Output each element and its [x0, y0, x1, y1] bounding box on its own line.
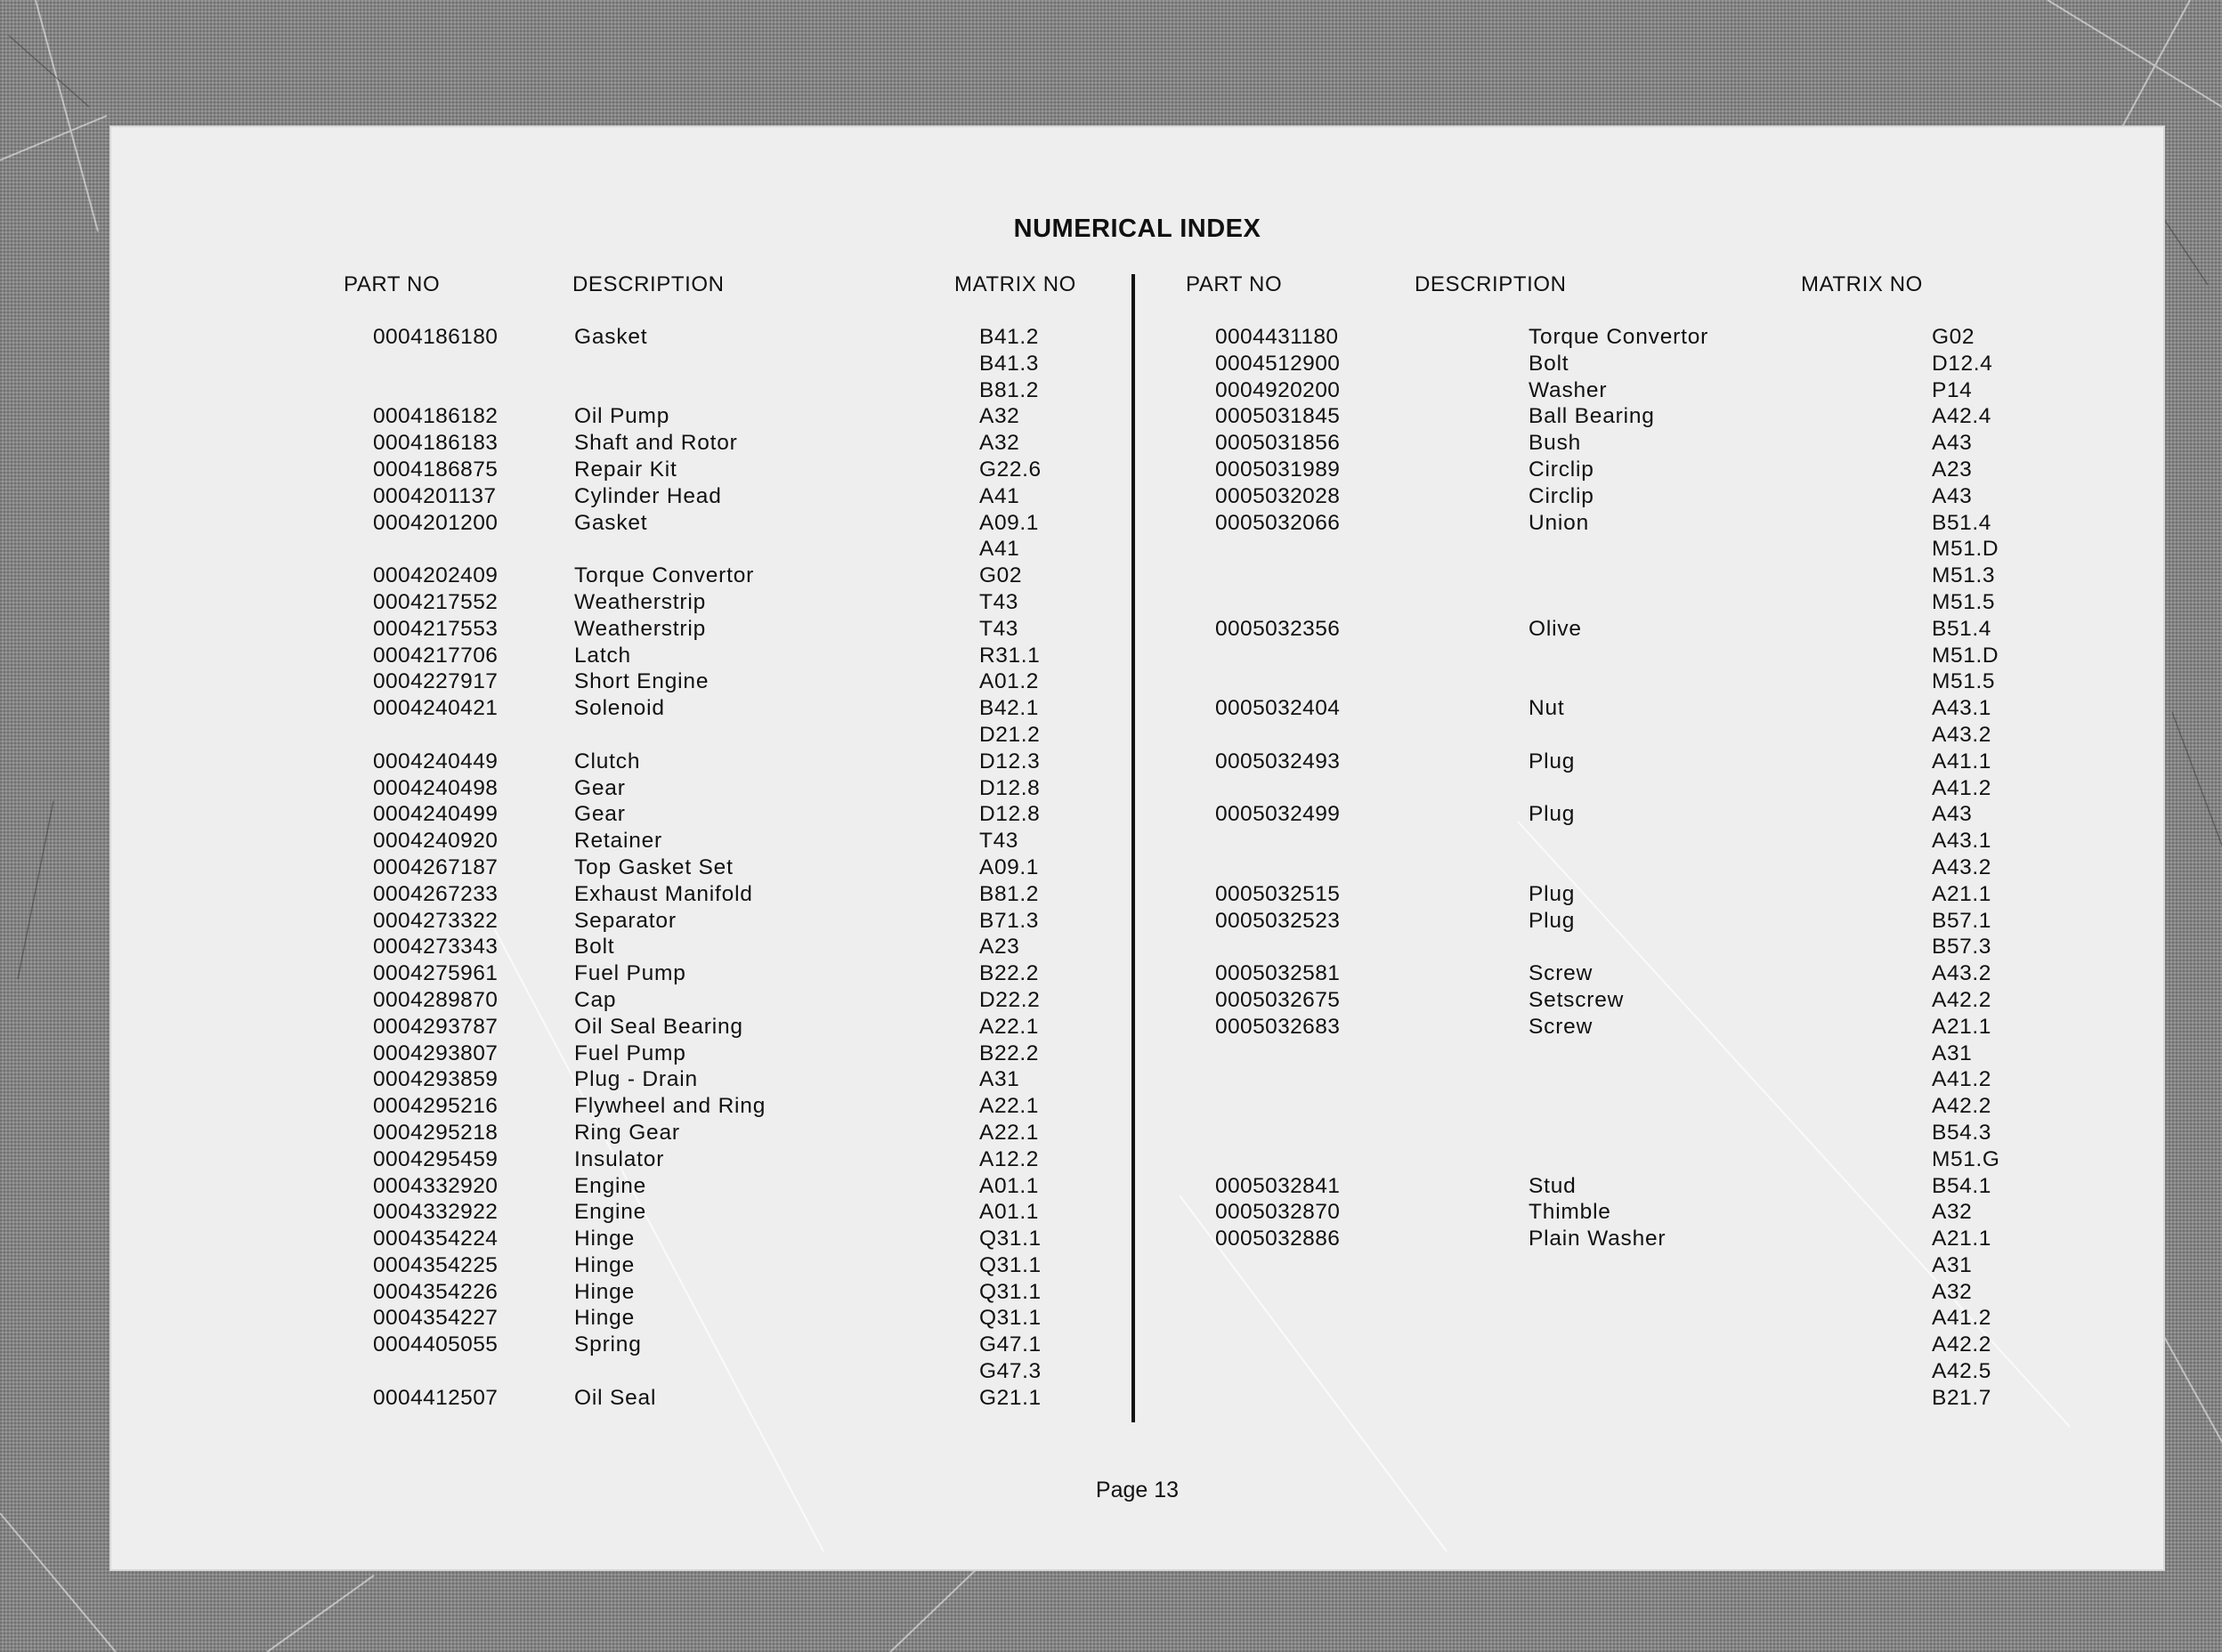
part-number: 0005031856 — [1215, 431, 1341, 456]
matrix-number: A41 — [979, 483, 1020, 508]
matrix-number: T43 — [979, 616, 1019, 641]
part-number: 0004295459 — [373, 1146, 499, 1171]
description: Oil Pump — [574, 404, 670, 429]
description: Fuel Pump — [574, 1041, 686, 1065]
part-number: 0004332922 — [373, 1200, 499, 1225]
matrix-number: A42.2 — [1932, 1094, 1992, 1119]
description: Gasket — [574, 510, 648, 535]
table-row — [111, 616, 1126, 643]
description: Circlip — [1529, 457, 1594, 482]
table-row — [1135, 377, 2159, 404]
description: Bolt — [1529, 351, 1569, 376]
matrix-number: D12.4 — [1932, 351, 1993, 376]
table-row — [1135, 1358, 2159, 1385]
table-row — [111, 828, 1126, 854]
part-number: 0004217553 — [373, 616, 499, 641]
table-row — [111, 1252, 1126, 1279]
part-number: 0005031989 — [1215, 457, 1341, 482]
table-row — [111, 775, 1126, 802]
matrix-number: A21.1 — [1932, 1227, 1992, 1251]
table-row — [1135, 1199, 2159, 1226]
part-number: 0004354227 — [373, 1306, 499, 1331]
table-row — [111, 881, 1126, 908]
table-row — [1135, 483, 2159, 510]
part-number: 0004217552 — [373, 589, 499, 614]
description: Screw — [1529, 1014, 1594, 1039]
table-row — [1135, 1332, 2159, 1358]
table-row — [111, 483, 1126, 510]
part-number: 0005032404 — [1215, 696, 1341, 721]
table-row — [1135, 854, 2159, 881]
description: Gasket — [574, 325, 648, 349]
matrix-number: B81.2 — [979, 881, 1040, 906]
part-number: 0004293859 — [373, 1067, 499, 1092]
description: Engine — [574, 1200, 647, 1225]
matrix-number: Q31.1 — [979, 1227, 1042, 1251]
part-number: 0004267233 — [373, 881, 499, 906]
description: Hinge — [574, 1252, 636, 1277]
description: Ring Gear — [574, 1120, 680, 1145]
part-number: 0004186875 — [373, 457, 499, 482]
right-index-table — [1135, 324, 2159, 1412]
part-number: 0004227917 — [373, 669, 499, 694]
description: Top Gasket Set — [574, 854, 734, 879]
table-row — [1135, 1014, 2159, 1041]
table-row — [1135, 324, 2159, 351]
table-row — [1135, 934, 2159, 960]
part-number: 0004186183 — [373, 431, 499, 456]
table-row — [111, 934, 1126, 960]
description: Torque Convertor — [1529, 325, 1709, 349]
matrix-number: A43 — [1932, 802, 1973, 827]
matrix-number: A32 — [979, 404, 1020, 429]
matrix-number: A41.2 — [1932, 1306, 1992, 1331]
part-number: 0005032581 — [1215, 961, 1341, 986]
table-row — [111, 668, 1126, 695]
table-row — [111, 589, 1126, 616]
table-row — [111, 643, 1126, 669]
description: Weatherstrip — [574, 616, 707, 641]
description: Gear — [574, 775, 626, 800]
left-header-matrix-no: MATRIX NO — [954, 272, 1076, 296]
table-row — [1135, 1226, 2159, 1252]
part-number: 0005032499 — [1215, 802, 1341, 827]
matrix-number: A22.1 — [979, 1120, 1040, 1145]
right-header-part-no: PART NO — [1186, 272, 1283, 296]
table-row — [1135, 351, 2159, 377]
table-row — [1135, 563, 2159, 589]
matrix-number: A41.2 — [1932, 775, 1992, 800]
matrix-number: A12.2 — [979, 1146, 1040, 1171]
table-row — [1135, 1120, 2159, 1146]
matrix-number: B57.3 — [1932, 935, 1992, 960]
description: Washer — [1529, 377, 1608, 402]
description: Short Engine — [574, 669, 710, 694]
table-row — [111, 1014, 1126, 1041]
part-number: 0004217706 — [373, 643, 499, 668]
table-row — [1135, 589, 2159, 616]
part-number: 0004186180 — [373, 325, 499, 349]
table-row — [111, 377, 1126, 404]
part-number: 0004201137 — [373, 483, 497, 508]
description: Gear — [574, 802, 626, 827]
table-row — [111, 1199, 1126, 1226]
matrix-number: D12.8 — [979, 802, 1041, 827]
matrix-number: A32 — [1932, 1200, 1973, 1225]
description: Union — [1529, 510, 1590, 535]
part-number: 0004332920 — [373, 1173, 499, 1198]
description: Circlip — [1529, 483, 1594, 508]
matrix-number: A32 — [1932, 1279, 1973, 1304]
table-row — [1135, 1146, 2159, 1173]
matrix-number: B21.7 — [1932, 1385, 1992, 1410]
table-row — [111, 987, 1126, 1014]
part-number: 0004273322 — [373, 908, 499, 933]
part-number: 0005032886 — [1215, 1227, 1341, 1251]
matrix-number: D21.2 — [979, 722, 1041, 747]
part-number: 0005032356 — [1215, 616, 1341, 641]
table-row — [1135, 510, 2159, 537]
table-row — [111, 908, 1126, 935]
description: Spring — [574, 1332, 642, 1357]
part-number: 0004240499 — [373, 802, 499, 827]
description: Stud — [1529, 1173, 1577, 1198]
matrix-number: B71.3 — [979, 908, 1040, 933]
description: Solenoid — [574, 696, 665, 721]
matrix-number: M51.D — [1932, 643, 1999, 668]
part-number: 0005032493 — [1215, 749, 1341, 773]
table-row — [1135, 1279, 2159, 1306]
matrix-number: T43 — [979, 589, 1019, 614]
table-row — [1135, 536, 2159, 563]
matrix-number: B54.3 — [1932, 1120, 1992, 1145]
matrix-number: B51.4 — [1932, 616, 1992, 641]
matrix-number: A41.2 — [1932, 1067, 1992, 1092]
table-row — [1135, 643, 2159, 669]
description: Retainer — [574, 829, 663, 854]
table-row — [111, 1146, 1126, 1173]
matrix-number: A32 — [979, 431, 1020, 456]
matrix-number: G47.3 — [979, 1359, 1042, 1384]
part-number: 0005032515 — [1215, 881, 1341, 906]
matrix-number: T43 — [979, 829, 1019, 854]
part-number: 0005032028 — [1215, 483, 1341, 508]
table-row — [111, 1093, 1126, 1120]
description: Torque Convertor — [574, 563, 755, 588]
matrix-number: B22.2 — [979, 1041, 1040, 1065]
matrix-number: A01.1 — [979, 1200, 1040, 1225]
description: Insulator — [574, 1146, 665, 1171]
description: Plug — [1529, 749, 1576, 773]
part-number: 0004354226 — [373, 1279, 499, 1304]
index-page — [111, 127, 2163, 1569]
matrix-number: A43.2 — [1932, 722, 1992, 747]
page-title: NUMERICAL INDEX — [1013, 215, 1261, 243]
matrix-number: A23 — [1932, 457, 1973, 482]
description: Setscrew — [1529, 987, 1625, 1012]
matrix-number: A21.1 — [1932, 881, 1992, 906]
matrix-number: B81.2 — [979, 377, 1040, 402]
matrix-number: A43.1 — [1932, 829, 1992, 854]
left-header-part-no: PART NO — [344, 272, 441, 296]
table-row — [1135, 403, 2159, 430]
table-row — [1135, 616, 2159, 643]
matrix-number: B42.1 — [979, 696, 1040, 721]
part-number: 0004186182 — [373, 404, 499, 429]
description: Hinge — [574, 1306, 636, 1331]
description: Exhaust Manifold — [574, 881, 753, 906]
description: Repair Kit — [574, 457, 677, 482]
part-number: 0004240449 — [373, 749, 499, 773]
matrix-number: Q31.1 — [979, 1306, 1042, 1331]
matrix-number: B22.2 — [979, 961, 1040, 986]
matrix-number: A22.1 — [979, 1094, 1040, 1119]
table-row — [1135, 695, 2159, 722]
matrix-number: B57.1 — [1932, 908, 1992, 933]
matrix-number: M51.G — [1932, 1146, 2000, 1171]
table-row — [1135, 668, 2159, 695]
description: Hinge — [574, 1227, 636, 1251]
table-row — [111, 457, 1126, 483]
description: Oil Seal Bearing — [574, 1014, 743, 1039]
description: Screw — [1529, 961, 1594, 986]
matrix-number: G02 — [979, 563, 1023, 588]
table-row — [1135, 722, 2159, 749]
table-row — [111, 1332, 1126, 1358]
matrix-number: G47.1 — [979, 1332, 1042, 1357]
part-number: 0005032675 — [1215, 987, 1341, 1012]
table-row — [1135, 1305, 2159, 1332]
table-row — [111, 1358, 1126, 1385]
part-number: 0004354224 — [373, 1227, 499, 1251]
page-number: Page 13 — [1095, 1478, 1180, 1502]
table-row — [111, 722, 1126, 749]
matrix-number: R31.1 — [979, 643, 1041, 668]
description: Ball Bearing — [1529, 404, 1655, 429]
table-row — [111, 351, 1126, 377]
matrix-number: A43.2 — [1932, 961, 1992, 986]
left-index-table — [111, 324, 1126, 1412]
matrix-number: Q31.1 — [979, 1252, 1042, 1277]
right-header-description: DESCRIPTION — [1415, 272, 1567, 296]
matrix-number: D22.2 — [979, 987, 1041, 1012]
description: Plain Washer — [1529, 1227, 1666, 1251]
matrix-number: M51.5 — [1932, 589, 1996, 614]
matrix-number: A01.1 — [979, 1173, 1040, 1198]
table-row — [111, 324, 1126, 351]
matrix-number: A09.1 — [979, 510, 1040, 535]
part-number: 0004273343 — [373, 935, 499, 960]
table-row — [1135, 1066, 2159, 1093]
matrix-number: B51.4 — [1932, 510, 1992, 535]
part-number: 0005032066 — [1215, 510, 1341, 535]
matrix-number: A42.4 — [1932, 404, 1992, 429]
part-number: 0004431180 — [1215, 325, 1339, 349]
matrix-number: A23 — [979, 935, 1020, 960]
table-row — [111, 1173, 1126, 1200]
matrix-number: M51.D — [1932, 537, 1999, 562]
right-header-matrix-no: MATRIX NO — [1801, 272, 1923, 296]
matrix-number: A31 — [1932, 1252, 1973, 1277]
table-row — [1135, 1173, 2159, 1200]
part-number: 0004267187 — [373, 854, 499, 879]
part-number: 0004293807 — [373, 1041, 499, 1065]
table-row — [111, 1066, 1126, 1093]
description: Flywheel and Ring — [574, 1094, 766, 1119]
description: Engine — [574, 1173, 647, 1198]
table-row — [111, 749, 1126, 775]
table-row — [111, 801, 1126, 828]
table-row — [111, 1385, 1126, 1412]
matrix-number: G02 — [1932, 325, 1975, 349]
description: Hinge — [574, 1279, 636, 1304]
table-row — [1135, 908, 2159, 935]
description: Plug — [1529, 881, 1576, 906]
table-row — [111, 1279, 1126, 1306]
table-row — [1135, 1385, 2159, 1412]
part-number: 0005032683 — [1215, 1014, 1341, 1039]
table-row — [111, 854, 1126, 881]
matrix-number: A43 — [1932, 431, 1973, 456]
table-row — [111, 403, 1126, 430]
part-number: 0004240421 — [373, 696, 499, 721]
part-number: 0004295216 — [373, 1094, 499, 1119]
part-number: 0004512900 — [1215, 351, 1341, 376]
table-row — [1135, 1252, 2159, 1279]
table-row — [111, 563, 1126, 589]
matrix-number: A31 — [979, 1067, 1020, 1092]
matrix-number: A43.1 — [1932, 696, 1992, 721]
matrix-number: A41.1 — [1932, 749, 1992, 773]
part-number: 0004201200 — [373, 510, 499, 535]
description: Latch — [574, 643, 631, 668]
matrix-number: D12.3 — [979, 749, 1041, 773]
matrix-number: A21.1 — [1932, 1014, 1992, 1039]
description: Cylinder Head — [574, 483, 722, 508]
table-row — [111, 695, 1126, 722]
table-row — [1135, 1093, 2159, 1120]
table-row — [1135, 457, 2159, 483]
part-number: 0004412507 — [373, 1385, 499, 1410]
description: Nut — [1529, 696, 1565, 721]
description: Plug — [1529, 908, 1576, 933]
part-number: 0004295218 — [373, 1120, 499, 1145]
description: Olive — [1529, 616, 1582, 641]
part-number: 0004289870 — [373, 987, 499, 1012]
part-number: 0004405055 — [373, 1332, 499, 1357]
table-row — [1135, 775, 2159, 802]
matrix-number: M51.5 — [1932, 669, 1996, 694]
part-number: 0004354225 — [373, 1252, 499, 1277]
table-row — [1135, 828, 2159, 854]
matrix-number: D12.8 — [979, 775, 1041, 800]
matrix-number: B54.1 — [1932, 1173, 1992, 1198]
left-header-description: DESCRIPTION — [572, 272, 725, 296]
table-row — [111, 430, 1126, 457]
description: Fuel Pump — [574, 961, 686, 986]
part-number: 0004240498 — [373, 775, 499, 800]
table-row — [111, 1041, 1126, 1067]
matrix-number: A31 — [1932, 1041, 1973, 1065]
description: Clutch — [574, 749, 641, 773]
description: Plug - Drain — [574, 1067, 698, 1092]
table-row — [111, 960, 1126, 987]
part-number: 0004240920 — [373, 829, 499, 854]
description: Separator — [574, 908, 677, 933]
matrix-number: A22.1 — [979, 1014, 1040, 1039]
table-row — [111, 1120, 1126, 1146]
table-row — [111, 536, 1126, 563]
matrix-number: A01.2 — [979, 669, 1040, 694]
part-number: 0004293787 — [373, 1014, 499, 1039]
description: Bolt — [574, 935, 615, 960]
part-number: 0005032523 — [1215, 908, 1341, 933]
table-row — [1135, 960, 2159, 987]
table-row — [111, 1226, 1126, 1252]
part-number: 0004920200 — [1215, 377, 1341, 402]
description: Cap — [574, 987, 617, 1012]
table-row — [111, 1305, 1126, 1332]
table-row — [1135, 881, 2159, 908]
table-row — [1135, 987, 2159, 1014]
matrix-number: G22.6 — [979, 457, 1042, 482]
matrix-number: A42.2 — [1932, 1332, 1992, 1357]
table-row — [1135, 801, 2159, 828]
matrix-number: P14 — [1932, 377, 1973, 402]
description: Weatherstrip — [574, 589, 707, 614]
matrix-number: B41.3 — [979, 351, 1040, 376]
matrix-number: M51.3 — [1932, 563, 1996, 588]
matrix-number: A42.5 — [1932, 1359, 1992, 1384]
matrix-number: A09.1 — [979, 854, 1040, 879]
matrix-number: A43 — [1932, 483, 1973, 508]
part-number: 0004275961 — [373, 961, 499, 986]
matrix-number: A41 — [979, 537, 1020, 562]
description: Bush — [1529, 431, 1582, 456]
matrix-number: G21.1 — [979, 1385, 1042, 1410]
table-row — [1135, 749, 2159, 775]
part-number: 0005032870 — [1215, 1200, 1341, 1225]
matrix-number: Q31.1 — [979, 1279, 1042, 1304]
table-row — [111, 510, 1126, 537]
table-row — [1135, 1041, 2159, 1067]
matrix-number: A43.2 — [1932, 854, 1992, 879]
part-number: 0005031845 — [1215, 404, 1341, 429]
matrix-number: A42.2 — [1932, 987, 1992, 1012]
table-row — [1135, 430, 2159, 457]
matrix-number: B41.2 — [979, 325, 1040, 349]
part-number: 0004202409 — [373, 563, 499, 588]
description: Thimble — [1529, 1200, 1611, 1225]
part-number: 0005032841 — [1215, 1173, 1341, 1198]
description: Oil Seal — [574, 1385, 657, 1410]
description: Plug — [1529, 802, 1576, 827]
description: Shaft and Rotor — [574, 431, 738, 456]
